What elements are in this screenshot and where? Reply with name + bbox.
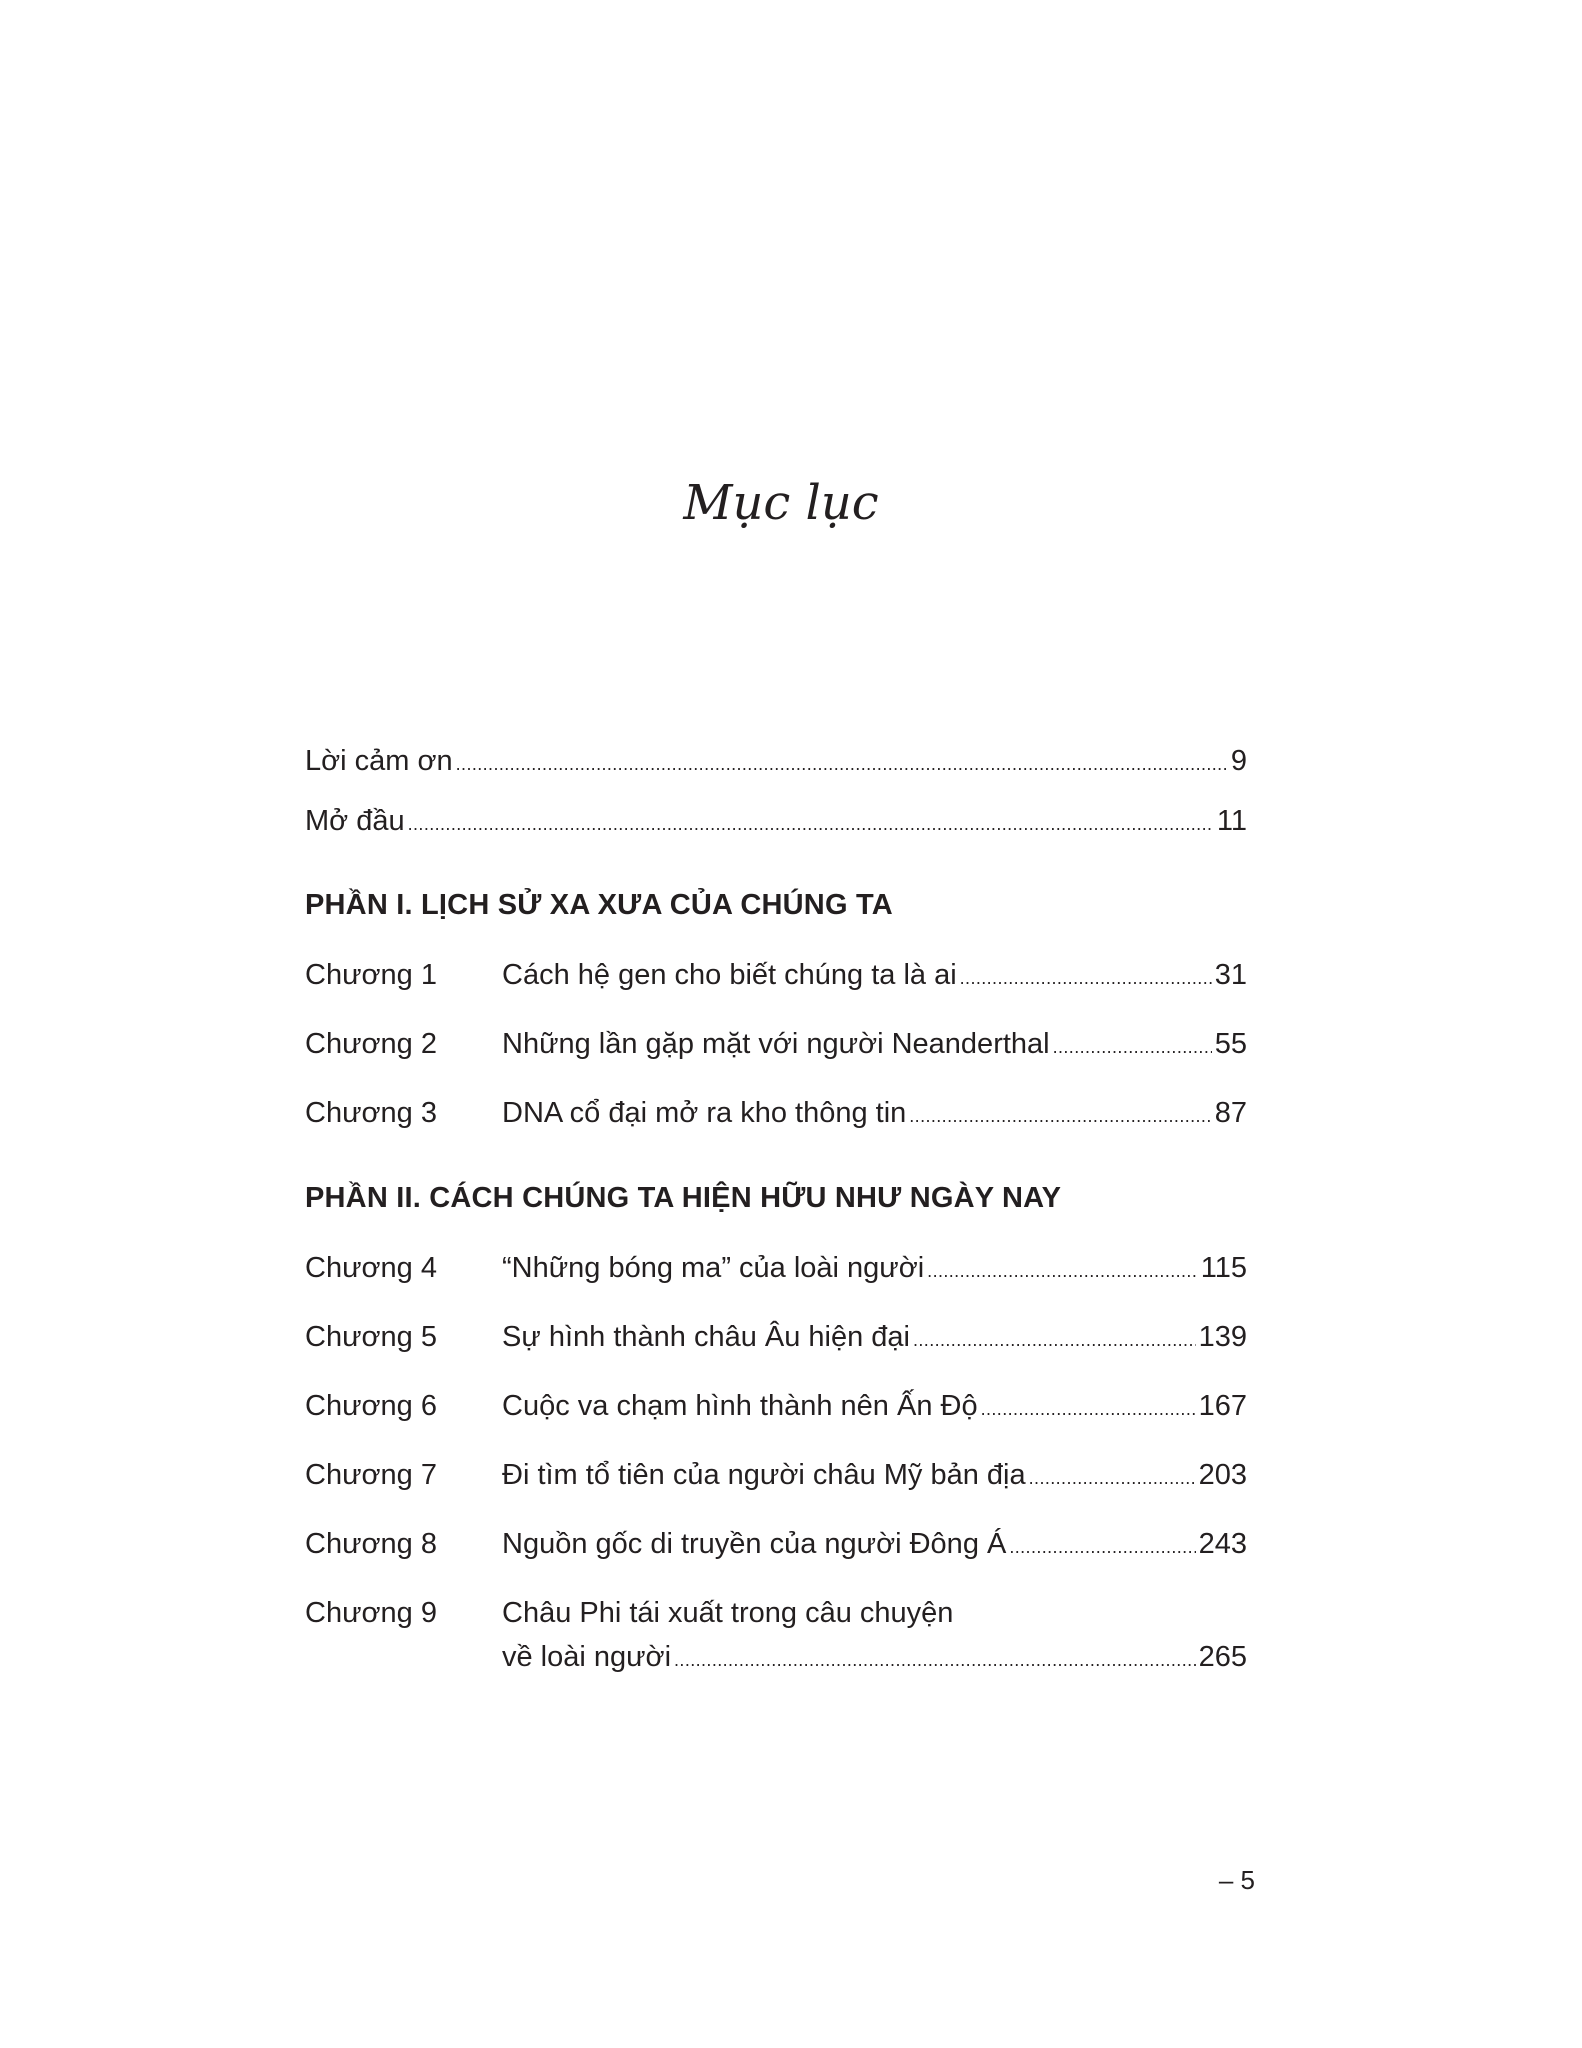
chapter-title: Những lần gặp mặt với người Neanderthal (502, 1028, 1050, 1060)
toc-entry-acknowledgements[interactable] (305, 741, 1247, 781)
toc-entry-chapter-9[interactable] (305, 1593, 1247, 1633)
toc-entry-chapter-6[interactable] (305, 1386, 1247, 1426)
chapter-number: Chương 2 (305, 1028, 437, 1060)
page-number: – 5 (1218, 1865, 1255, 1895)
chapter-title: Cách hệ gen cho biết chúng ta là ai (502, 959, 957, 991)
dot-leader (1029, 1458, 1196, 1498)
toc-entry-chapter-8[interactable] (305, 1524, 1247, 1564)
dot-leader (927, 1251, 1198, 1291)
chapter-title: “Những bóng ma” của loài người (502, 1252, 925, 1284)
part-heading-1: PHẦN I. LỊCH SỬ XA XƯA CỦA CHÚNG TA (305, 889, 893, 921)
toc-entry-chapter-2[interactable] (305, 1024, 1247, 1064)
chapter-number: Chương 9 (305, 1597, 437, 1629)
toc-entry-page: 9 (1230, 745, 1247, 777)
dot-leader (981, 1389, 1196, 1429)
dot-leader (674, 1640, 1196, 1680)
toc-entry-page: 87 (1214, 1097, 1247, 1129)
toc-entry-introduction[interactable] (305, 801, 1247, 841)
toc-entry-label: Mở đầu (305, 805, 405, 837)
chapter-title: Châu Phi tái xuất trong câu chuyện (502, 1597, 954, 1629)
toc-entry-page: 167 (1198, 1390, 1247, 1422)
toc-entry-chapter-3[interactable] (305, 1093, 1247, 1133)
toc-entry-label: Lời cảm ơn (305, 745, 453, 777)
chapter-number: Chương 8 (305, 1528, 437, 1560)
toc-entry-chapter-4[interactable] (305, 1248, 1247, 1288)
dot-leader (1053, 1027, 1212, 1067)
chapter-number: Chương 5 (305, 1321, 437, 1353)
dot-leader (913, 1320, 1196, 1360)
dot-leader (408, 804, 1214, 844)
toc-entry-page: 115 (1200, 1252, 1247, 1284)
chapter-number: Chương 6 (305, 1390, 437, 1422)
dot-leader (960, 958, 1212, 998)
toc-entry-chapter-7[interactable] (305, 1455, 1247, 1495)
dot-leader (456, 744, 1228, 784)
chapter-number: Chương 4 (305, 1252, 437, 1284)
toc-entry-page: 11 (1216, 805, 1247, 837)
chapter-title: Đi tìm tổ tiên của người châu Mỹ bản địa (502, 1459, 1026, 1491)
chapter-number: Chương 7 (305, 1459, 437, 1491)
toc-entry-chapter-1[interactable] (305, 955, 1247, 995)
chapter-title-continued: về loài người (502, 1641, 672, 1673)
toc-entry-chapter-9-continued[interactable] (305, 1637, 1247, 1677)
dot-leader (1009, 1527, 1195, 1567)
toc-entry-page: 203 (1198, 1459, 1247, 1491)
toc-entry-chapter-5[interactable] (305, 1317, 1247, 1357)
toc-entry-page: 55 (1214, 1028, 1247, 1060)
toc-entry-page: 31 (1214, 959, 1247, 991)
toc-entry-page: 139 (1198, 1321, 1247, 1353)
chapter-title: Cuộc va chạm hình thành nên Ấn Độ (502, 1390, 978, 1422)
chapter-title: Nguồn gốc di truyền của người Đông Á (502, 1528, 1007, 1560)
chapter-number: Chương 3 (305, 1097, 437, 1129)
dot-leader (909, 1096, 1211, 1136)
page-title: Mục lục (683, 475, 879, 531)
toc-entry-page: 265 (1198, 1641, 1247, 1673)
toc-entry-page: 243 (1198, 1528, 1247, 1560)
chapter-number: Chương 1 (305, 959, 437, 991)
chapter-title: Sự hình thành châu Âu hiện đại (502, 1321, 910, 1353)
chapter-title: DNA cổ đại mở ra kho thông tin (502, 1097, 907, 1129)
part-heading-2: PHẦN II. CÁCH CHÚNG TA HIỆN HỮU NHƯ NGÀY NAY (305, 1182, 1062, 1214)
